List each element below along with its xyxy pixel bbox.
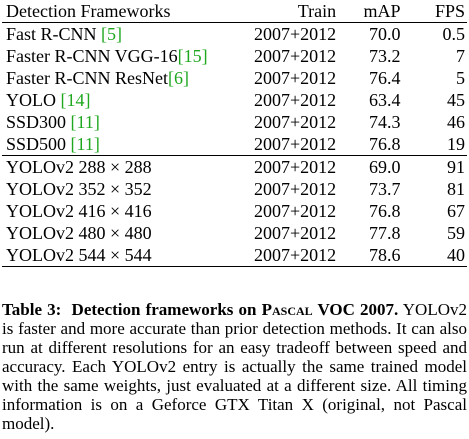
caption-label: Table 3: bbox=[2, 300, 62, 319]
row-name: YOLOv2 480 × 480 bbox=[6, 223, 152, 243]
table-row bbox=[2, 156, 467, 179]
row-train: 2007+2012 bbox=[253, 223, 337, 243]
row-train: 2007+2012 bbox=[217, 133, 336, 156]
row-map: 76.8 bbox=[369, 201, 401, 221]
table-row bbox=[2, 222, 467, 244]
row-map-best: 78.6 bbox=[336, 244, 400, 267]
row-fps: 59 bbox=[447, 223, 465, 243]
row-fps: 7 bbox=[456, 46, 465, 66]
framework-name: Fast R-CNN bbox=[6, 24, 102, 44]
table-row bbox=[2, 67, 467, 89]
row-train: 2007+2012 bbox=[253, 179, 337, 199]
row-map: 63.4 bbox=[369, 90, 401, 110]
row-train: 2007+2012 bbox=[253, 157, 337, 177]
row-fps: 91 bbox=[447, 157, 465, 177]
row-name: YOLOv2 352 × 352 bbox=[6, 179, 152, 199]
row-map: 73.7 bbox=[369, 179, 401, 199]
row-fps: 19 bbox=[401, 133, 467, 156]
table-row bbox=[2, 133, 467, 156]
row-map: 76.8 bbox=[336, 133, 400, 156]
header-detection-frameworks: Detection Frameworks bbox=[2, 0, 217, 23]
row-fps: 40 bbox=[401, 244, 467, 267]
row-name bbox=[2, 89, 217, 111]
row-fps: 67 bbox=[447, 201, 465, 221]
caption-title-prefix: Detection frameworks on bbox=[71, 300, 262, 319]
row-train: 2007+2012 bbox=[253, 112, 337, 132]
table-row bbox=[2, 200, 467, 222]
table-caption bbox=[2, 300, 467, 433]
framework-name: Faster R-CNN VGG-16 bbox=[6, 46, 178, 66]
framework-name: SSD300 bbox=[6, 112, 71, 132]
row-map: 73.2 bbox=[369, 46, 401, 66]
row-fps: 46 bbox=[447, 112, 465, 132]
row-fps: 0.5 bbox=[442, 24, 465, 44]
row-fps: 5 bbox=[456, 68, 465, 88]
table-header-row bbox=[2, 0, 467, 23]
table-row bbox=[2, 111, 467, 133]
row-map: 69.0 bbox=[369, 157, 401, 177]
row-name: YOLOv2 416 × 416 bbox=[6, 201, 152, 221]
header-fps: FPS bbox=[401, 0, 467, 23]
header-map: mAP bbox=[336, 0, 400, 23]
table-row bbox=[2, 244, 467, 267]
citation-link[interactable]: [11] bbox=[70, 134, 100, 154]
citation-link[interactable]: [11] bbox=[70, 112, 100, 132]
row-train: 2007+2012 bbox=[253, 201, 337, 221]
table-row bbox=[2, 89, 467, 111]
framework-name: YOLO bbox=[6, 90, 61, 110]
citation-link[interactable]: [6] bbox=[167, 68, 189, 88]
results-table bbox=[2, 0, 467, 267]
caption-title-suffix: VOC 2007. bbox=[312, 300, 399, 319]
row-name bbox=[2, 45, 217, 67]
caption-title-pascal: Pascal bbox=[261, 300, 313, 319]
row-train: 2007+2012 bbox=[253, 90, 337, 110]
row-name bbox=[2, 111, 217, 133]
row-map: 74.3 bbox=[369, 112, 401, 132]
row-name: YOLOv2 544 × 544 bbox=[2, 244, 217, 267]
row-fps: 45 bbox=[447, 90, 465, 110]
row-map: 70.0 bbox=[369, 24, 401, 44]
row-name: YOLOv2 288 × 288 bbox=[6, 157, 152, 177]
row-fps: 81 bbox=[447, 179, 465, 199]
citation-link[interactable]: [5] bbox=[101, 24, 123, 44]
row-name bbox=[2, 23, 217, 46]
row-train: 2007+2012 bbox=[217, 244, 336, 267]
row-train: 2007+2012 bbox=[253, 24, 337, 44]
row-name bbox=[2, 133, 217, 156]
table-row bbox=[2, 45, 467, 67]
table-row bbox=[2, 23, 467, 46]
row-train: 2007+2012 bbox=[253, 46, 337, 66]
header-train: Train bbox=[217, 0, 336, 23]
row-name bbox=[2, 67, 217, 89]
framework-name: SSD500 bbox=[6, 134, 71, 154]
citation-link[interactable]: [14] bbox=[60, 90, 91, 110]
table-row bbox=[2, 178, 467, 200]
row-map: 77.8 bbox=[369, 223, 401, 243]
row-map: 76.4 bbox=[369, 68, 401, 88]
caption-body: YOLOv2 is faster and more accurate than prior detection methods. It can also run at different resolutions for an easy tradeoff between speed and accuracy. Each YOLOv2 entry is actually the same trained model with the same weights, just evaluated at a different size. All timing information is on a Geforce GTX Titan X (original, not Pascal model). bbox=[2, 300, 467, 433]
row-train: 2007+2012 bbox=[253, 68, 337, 88]
framework-name: Faster R-CNN ResNet bbox=[6, 68, 168, 88]
citation-link[interactable]: [15] bbox=[177, 46, 208, 66]
